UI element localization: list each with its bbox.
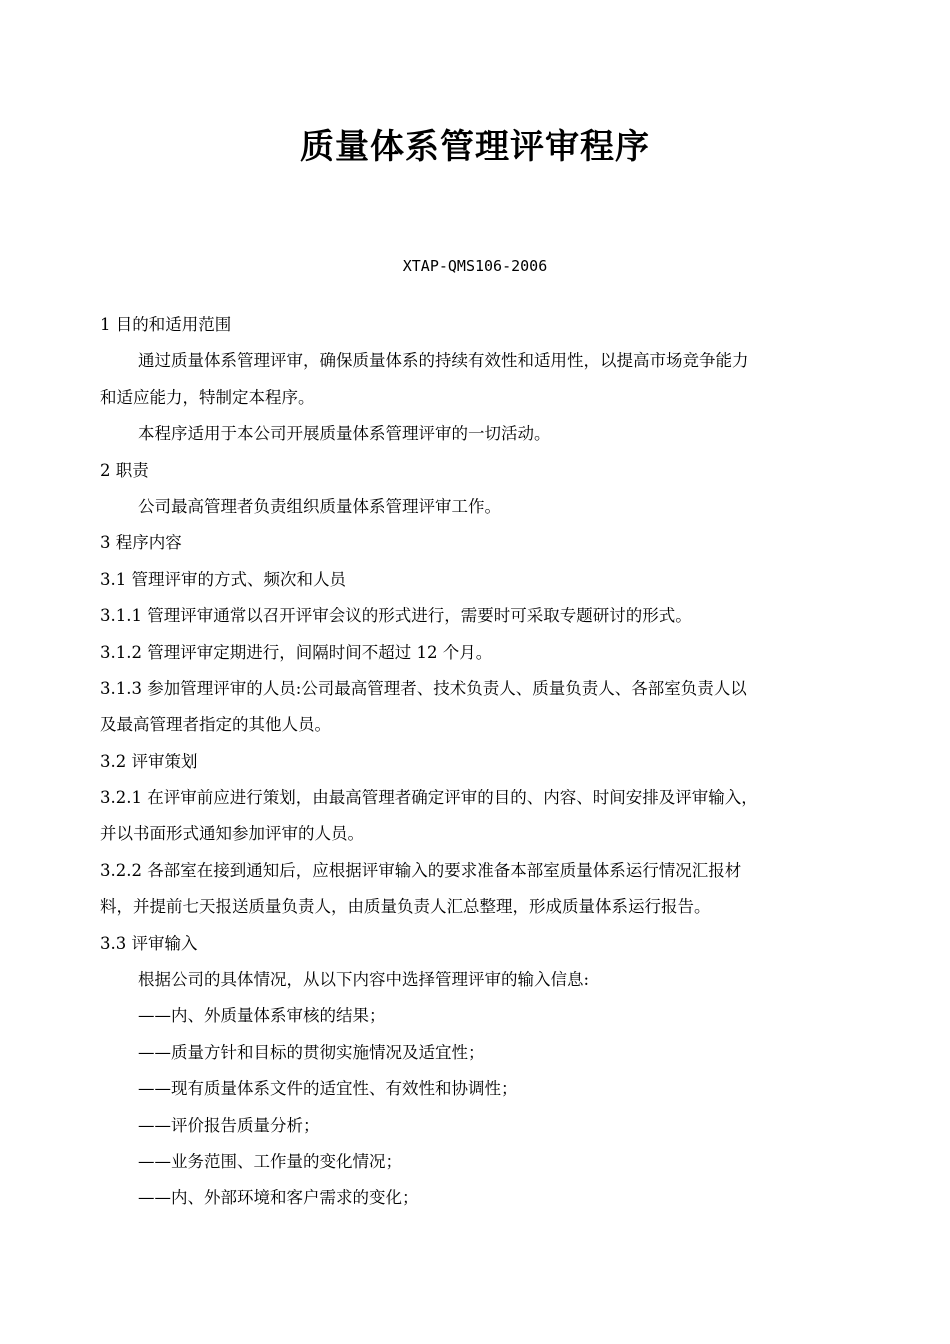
clause-3-2-2: 3.2.2 各部室在接到通知后，应根据评审输入的要求准备本部室质量体系运行情况汇报材	[100, 860, 742, 880]
paragraph-line: 和适应能力，特制定本程序。	[100, 387, 315, 407]
list-item: ——现有质量体系文件的适宜性、有效性和协调性；	[138, 1079, 518, 1099]
paragraph-line: 并以书面形式通知参加评审的人员。	[100, 824, 364, 844]
clause-3-1-3: 3.1.3 参加管理评审的人员:公司最高管理者、技术负责人、质量负责人、各部室负责人以	[100, 678, 747, 698]
paragraph-line: 及最高管理者指定的其他人员。	[100, 715, 331, 735]
document-body	[100, 307, 875, 1217]
clause-3-1-2: 3.1.2 管理评审定期进行，间隔时间不超过 12 个月。	[100, 642, 493, 662]
subheading-3-2: 3.2 评审策划	[100, 751, 198, 771]
clause-3-1-1: 3.1.1 管理评审通常以召开评审会议的形式进行，需要时可采取专题研讨的形式。	[100, 606, 692, 626]
heading-procedure-content: 3 程序内容	[100, 533, 182, 553]
subheading-3-1: 3.1 管理评审的方式、频次和人员	[100, 569, 346, 589]
paragraph-line: 通过质量体系管理评审，确保质量体系的持续有效性和适用性，以提高市场竞争能力	[138, 351, 749, 371]
list-item: ——内、外部环境和客户需求的变化；	[138, 1188, 419, 1208]
heading-purpose-scope: 1 目的和适用范围	[100, 315, 232, 334]
list-item: ——质量方针和目标的贯彻实施情况及适宜性；	[138, 1042, 485, 1062]
list-item: ——内、外质量体系审核的结果；	[138, 1006, 386, 1026]
paragraph-line: 根据公司的具体情况，从以下内容中选择管理评审的输入信息:	[138, 970, 590, 990]
paragraph-line: 公司最高管理者负责组织质量体系管理评审工作。	[138, 496, 501, 516]
paragraph-line: 本程序适用于本公司开展质量体系管理评审的一切活动。	[138, 424, 551, 444]
clause-3-2-1: 3.2.1 在评审前应进行策划，由最高管理者确定评审的目的、内容、时间安排及评审输入，	[100, 788, 758, 808]
paragraph-line: 料，并提前七天报送质量负责人，由质量负责人汇总整理，形成质量体系运行报告。	[100, 897, 711, 917]
document-code: XTAP-QMS106-2006	[402, 257, 548, 275]
list-item: ——评价报告质量分析；	[138, 1115, 320, 1135]
page-title: 质量体系管理评审程序	[300, 127, 650, 167]
subheading-3-3: 3.3 评审输入	[100, 933, 198, 953]
list-item: ——业务范围、工作量的变化情况；	[138, 1151, 402, 1171]
heading-responsibilities: 2 职责	[100, 460, 149, 480]
